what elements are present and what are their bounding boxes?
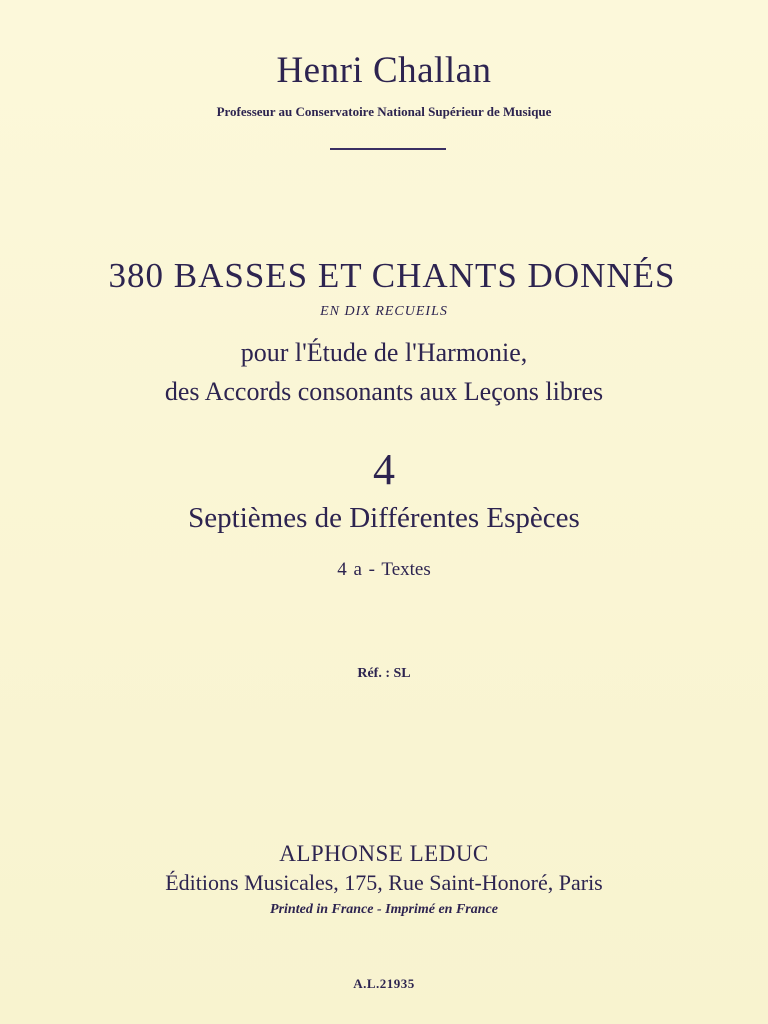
subtitle-line-1: pour l'Étude de l'Harmonie, bbox=[240, 338, 528, 367]
volume-part: 4 a - Textes bbox=[337, 559, 431, 580]
subtitle-line-2: des Accords consonants aux Leçons libres bbox=[164, 377, 604, 406]
reference-code: Réf. : SL bbox=[357, 666, 411, 681]
author-name: Henri Challan bbox=[276, 50, 492, 91]
publisher-name: ALPHONSE LEDUC bbox=[279, 841, 489, 866]
publisher-address: Éditions Musicales, 175, Rue Saint-Honoré, Paris bbox=[165, 870, 603, 895]
main-title: 380 BASSES ET CHANTS DONNÉS bbox=[108, 256, 676, 295]
title-divider bbox=[330, 148, 446, 150]
collection-subtitle: EN DIX RECUEILS bbox=[320, 304, 448, 319]
volume-title: Septièmes de Différentes Espèces bbox=[188, 502, 580, 534]
author-title: Professeur au Conservatoire National Supérieur de Musique bbox=[216, 104, 552, 119]
printed-in-note: Printed in France - Imprimé en France bbox=[270, 902, 498, 917]
volume-number: 4 bbox=[373, 445, 395, 494]
catalog-number: A.L.21935 bbox=[353, 976, 415, 991]
